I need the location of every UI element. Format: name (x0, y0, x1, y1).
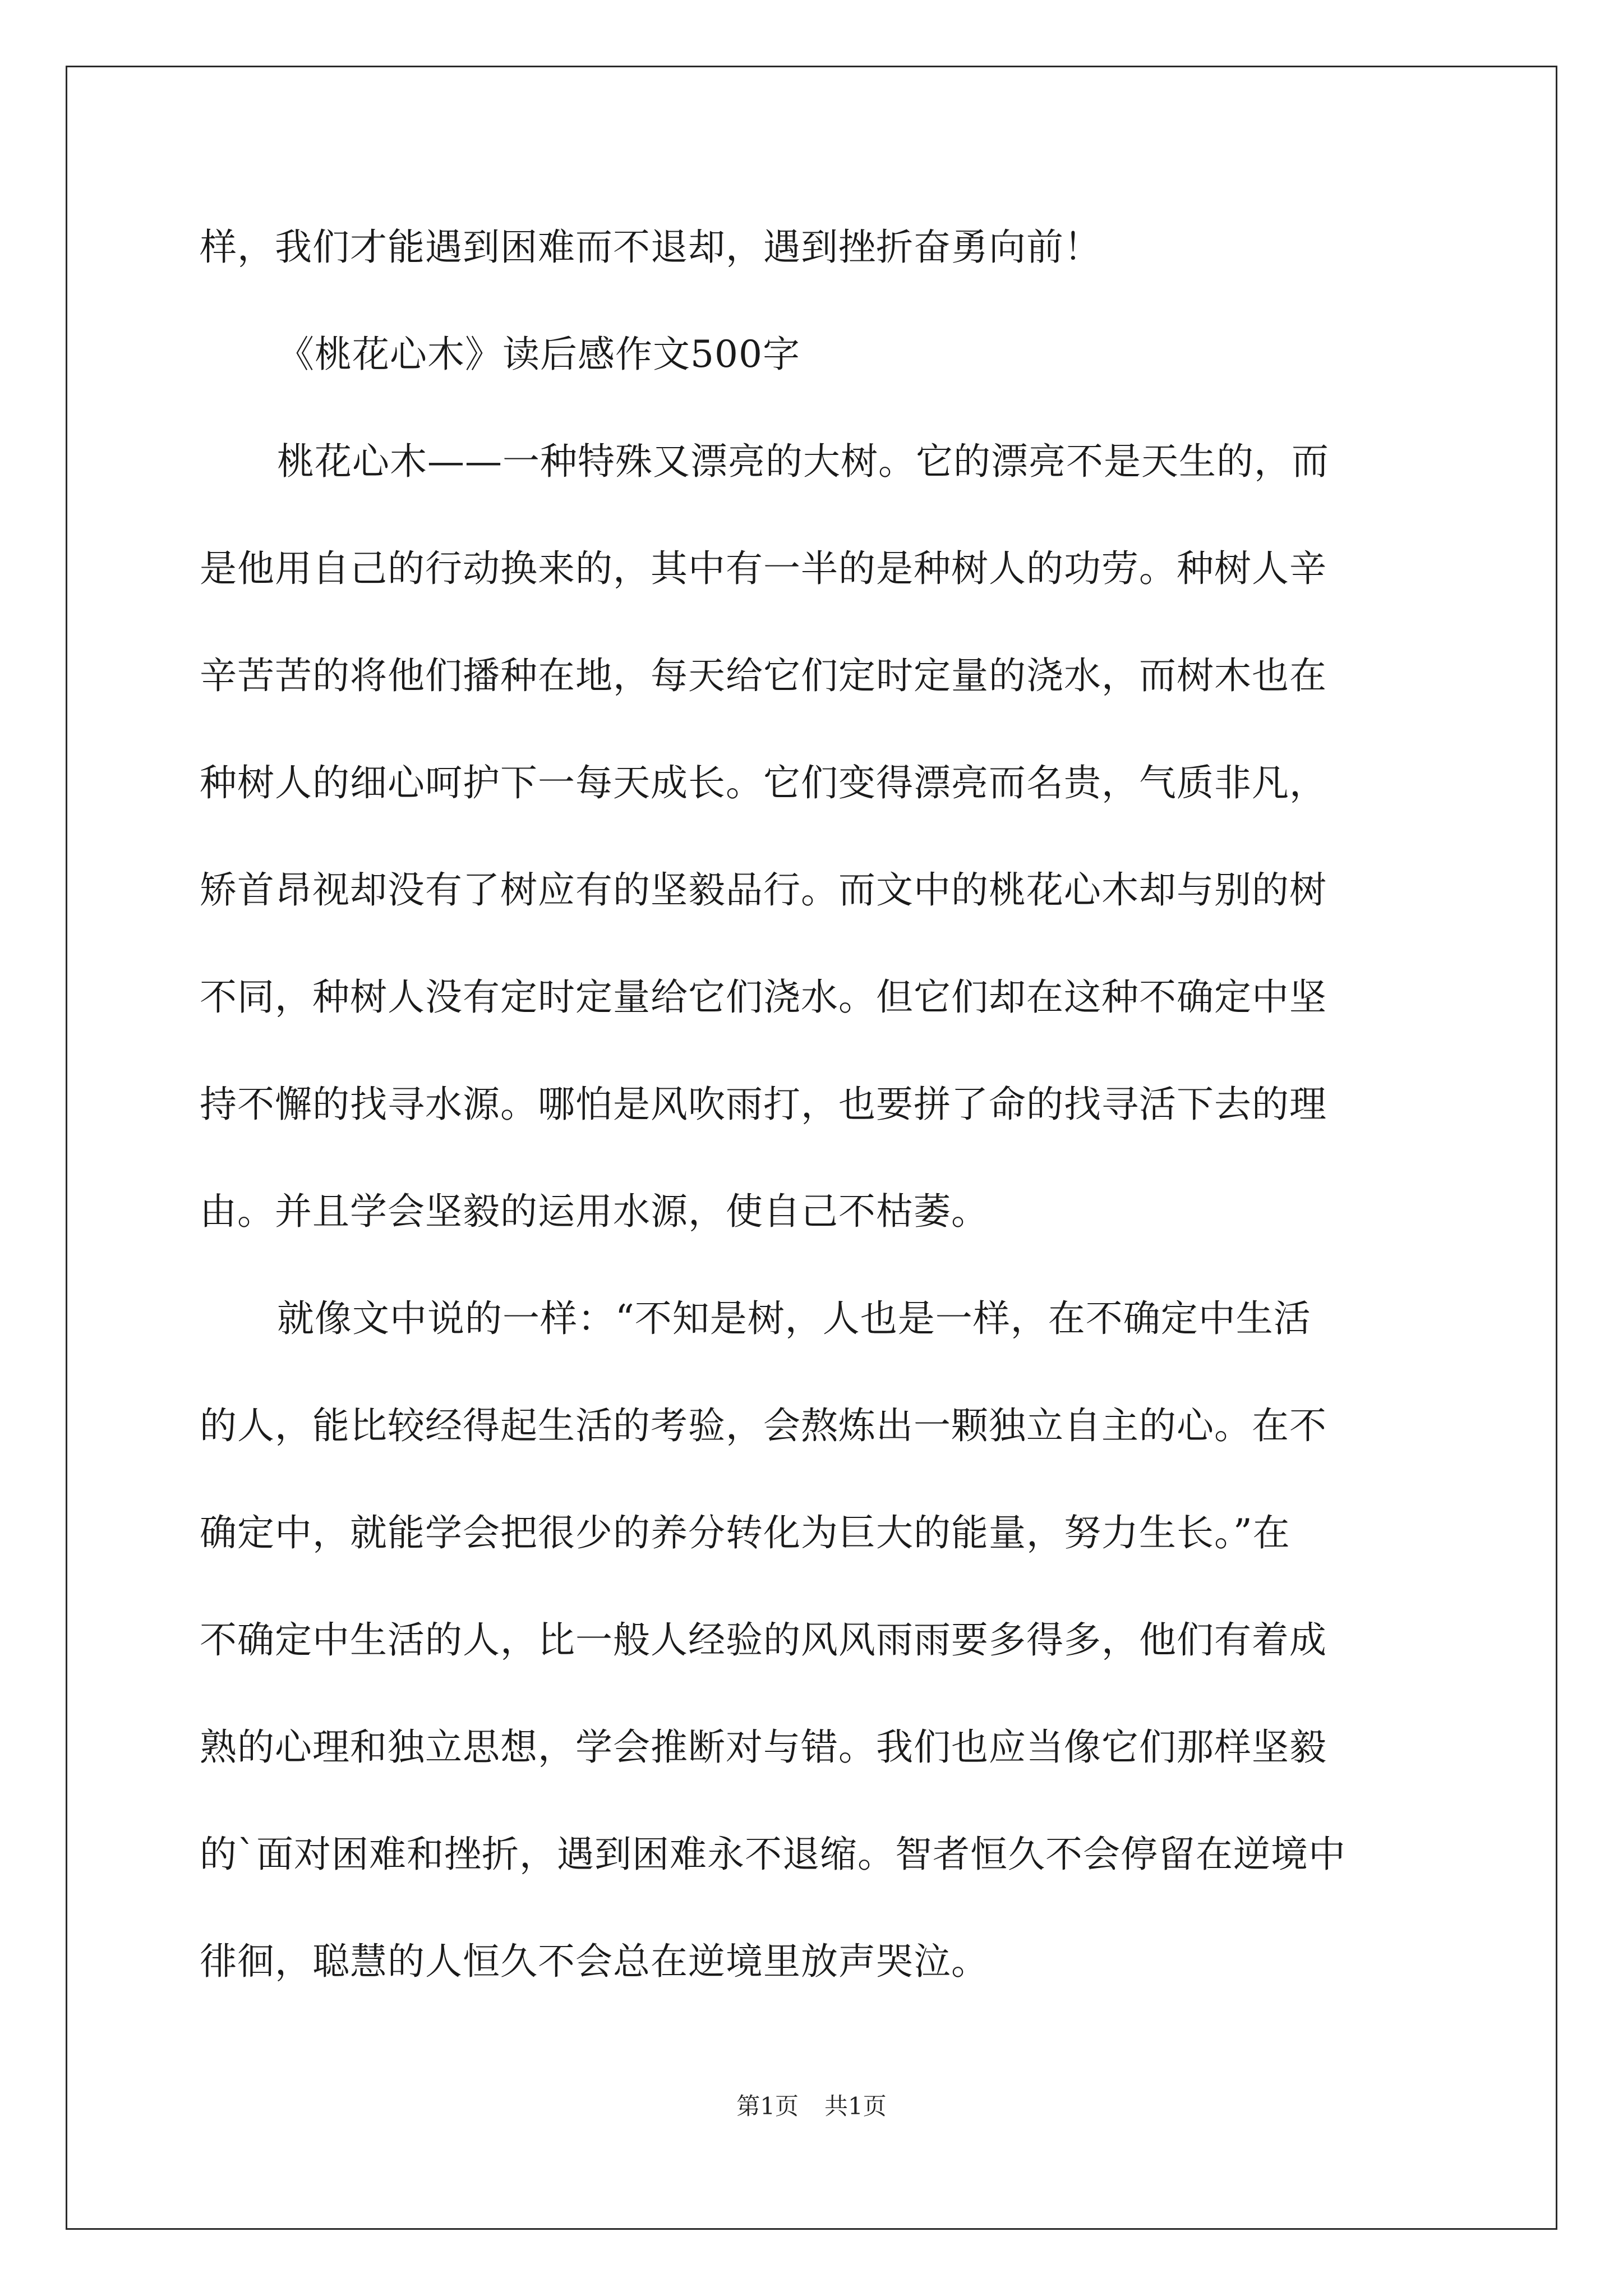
text-line: 持不懈的找寻水源。哪怕是风吹雨打，也要拼了命的找寻活下去的理 (200, 1083, 1327, 1126)
text-line: 是他用自己的行动换来的，其中有一半的是种树人的功劳。种树人辛 (200, 547, 1327, 590)
text-line: 种树人的细心呵护下一每天成长。它们变得漂亮而名贵，气质非凡， (200, 761, 1327, 804)
text-line: 样，我们才能遇到困难而不退却，遇到挫折奋勇向前！ (200, 226, 1101, 269)
article-title: 《桃花心木》读后感作文500字 (277, 333, 800, 376)
text-line: 由。并且学会坚毅的运用水源，使自己不枯萎。 (200, 1190, 989, 1233)
page-total: 共1页 (824, 2092, 887, 2120)
text-line: 不确定中生活的人，比一般人经验的风风雨雨要多得多，他们有着成 (200, 1618, 1327, 1662)
text-line: 确定中，就能学会把很少的养分转化为巨大的能量，努力生长。”在 (200, 1511, 1290, 1554)
text-line: 的`面对困难和挫折，遇到困难永不退缩。智者恒久不会停留在逆境中 (200, 1833, 1346, 1876)
page-number: 第1页 (736, 2092, 799, 2120)
text-line: 不同，种树人没有定时定量给它们浇水。但它们却在这种不确定中坚 (200, 976, 1327, 1019)
text-line: 矫首昂视却没有了树应有的坚毅品行。而文中的桃花心木却与别的树 (200, 868, 1327, 912)
text-line: 熟的心理和独立思想，学会推断对与错。我们也应当像它们那样坚毅 (200, 1726, 1327, 1769)
text-line: 的人，能比较经得起生活的考验，会熬炼出一颗独立自主的心。在不 (200, 1404, 1327, 1447)
page-footer (0, 2090, 1623, 2123)
text-line: 辛苦苦的将他们播种在地，每天给它们定时定量的浇水，而树木也在 (200, 654, 1327, 697)
document-body (200, 215, 1428, 2036)
text-line: 徘徊，聪慧的人恒久不会总在逆境里放声哭泣。 (200, 1940, 989, 1983)
text-line: 桃花心木——一种特殊又漂亮的大树。它的漂亮不是天生的，而 (277, 440, 1329, 483)
text-line: 就像文中说的一样：“不知是树，人也是一样，在不确定中生活 (277, 1297, 1311, 1340)
